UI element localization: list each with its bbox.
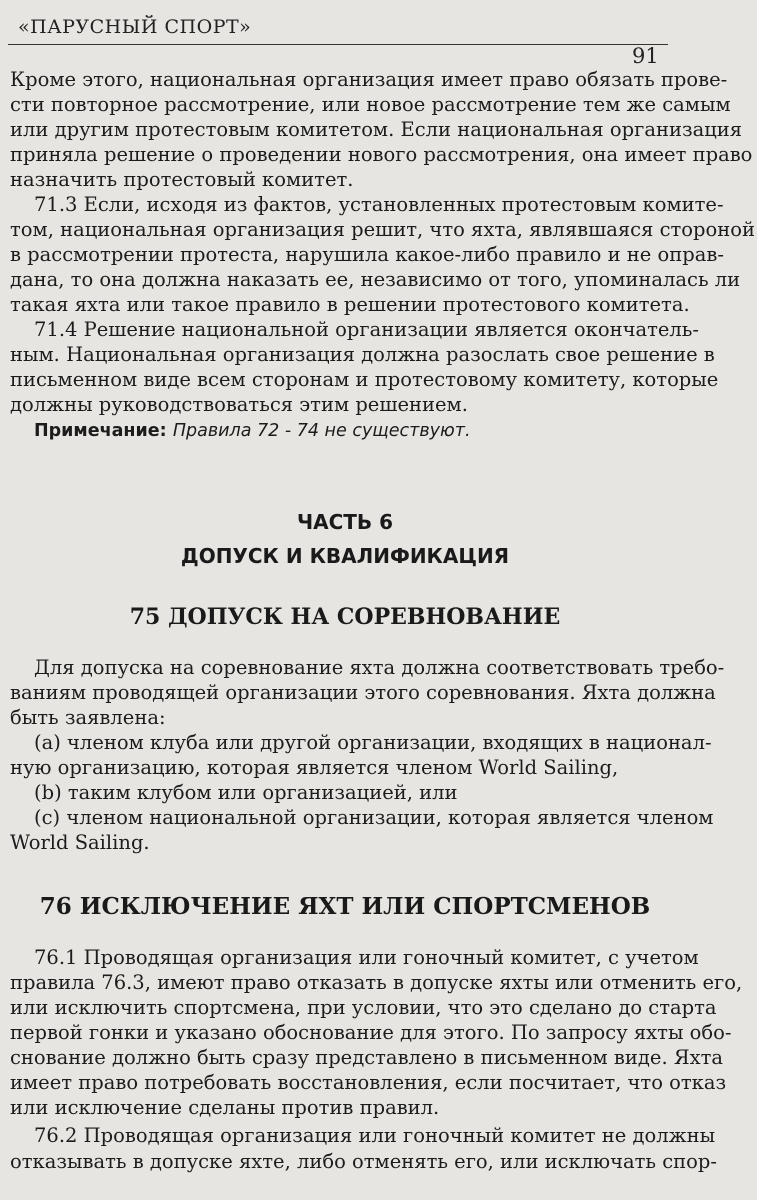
section-76-line: первой гонки и указано обоснование для этого. По запросу яхты обо- [10,1021,732,1044]
rule-71-4-line: письменном виде всем сторонам и протестовому комитету, которые [10,368,719,391]
running-header: «ПАРУСНЫЙ СПОРТ» [18,16,252,38]
rule-71-4-line: должны руководствоваться этим решением. [10,393,468,416]
note-label: Примечание: [34,421,167,441]
section-75-line: (b) таким клубом или организацией, или [34,781,458,804]
paragraph-line: приняла решение о проведении нового рассмотрения, она имеет право [10,143,753,166]
section-75-title: 75 ДОПУСК НА СОРЕВНОВАНИЕ [129,604,561,630]
section-76-line: снование должно быть сразу представлено в письменном виде. Яхта [10,1046,723,1069]
section-75-line: (a) членом клуба или другой организации, входящих в национал- [34,731,712,754]
rule-71-3-line: дана, то она должна наказать ее, независимо от того, упоминалась ли [10,268,741,291]
section-75-line: ную организацию, которая является членом World Sailing, [10,756,619,779]
section-76-line: 76.1 Проводящая организация или гоночный комитет, с учетом [34,946,699,969]
rule-71-3-line: 71.3 Если, исходя из фактов, установленных протестовым комите- [34,193,724,216]
page-number: 91 [632,44,659,68]
section-75-line: быть заявлена: [10,706,166,729]
paragraph-line: назначить протестовый комитет. [10,168,354,191]
rule-71-4-line: 71.4 Решение национальной организации является окончатель- [34,318,700,341]
section-75-line: ваниям проводящей организации этого соревнования. Яхта должна [10,681,716,704]
rule-71-3-line: такая яхта или такое правило в решении протестового комитета. [10,293,690,316]
section-76-line: имеет право потребовать восстановления, если посчитает, что отказ [10,1071,727,1094]
section-76-line: отказывать в допуске яхте, либо отменять его, или исключать спор- [10,1150,717,1173]
rule-71-3-line: том, национальная организация решит, что яхта, являвшаяся стороной [10,218,755,241]
section-76-line: или исключить спортсмена, при условии, что это сделано до старта [10,996,717,1019]
part-title: ДОПУСК И КВАЛИФИКАЦИЯ [180,544,510,568]
paragraph-line: сти повторное рассмотрение, или новое рассмотрение тем же самым [10,93,731,116]
part-number: ЧАСТЬ 6 [296,510,394,534]
rule-71-4-line: ным. Национальная организация должна разослать свое решение в [10,343,715,366]
header-rule [8,44,668,45]
section-75-line: Для допуска на соревнование яхта должна соответствовать требо- [34,656,725,679]
section-75-line: (c) членом национальной организации, которая является членом [34,806,714,829]
note [34,418,668,443]
section-76-line: 76.2 Проводящая организация или гоночный комитет не должны [34,1124,716,1147]
paragraph-line: или другим протестовым комитетом. Если национальная организация [10,118,743,141]
rule-71-3-line: в рассмотрении протеста, нарушила какое-либо правило и не оправ- [10,243,724,266]
section-76-line: или исключение сделаны против правил. [10,1096,440,1119]
section-76-line: правила 76.3, имеют право отказать в допуске яхты или отменить его, [10,971,743,994]
section-75-line: World Sailing. [10,831,150,854]
note-text: Правила 72 - 74 не существуют. [172,421,471,441]
section-76-title: 76 ИСКЛЮЧЕНИЕ ЯХТ ИЛИ СПОРТСМЕНОВ [39,893,651,920]
paragraph-line: Кроме этого, национальная организация имеет право обязать прове- [10,68,728,91]
